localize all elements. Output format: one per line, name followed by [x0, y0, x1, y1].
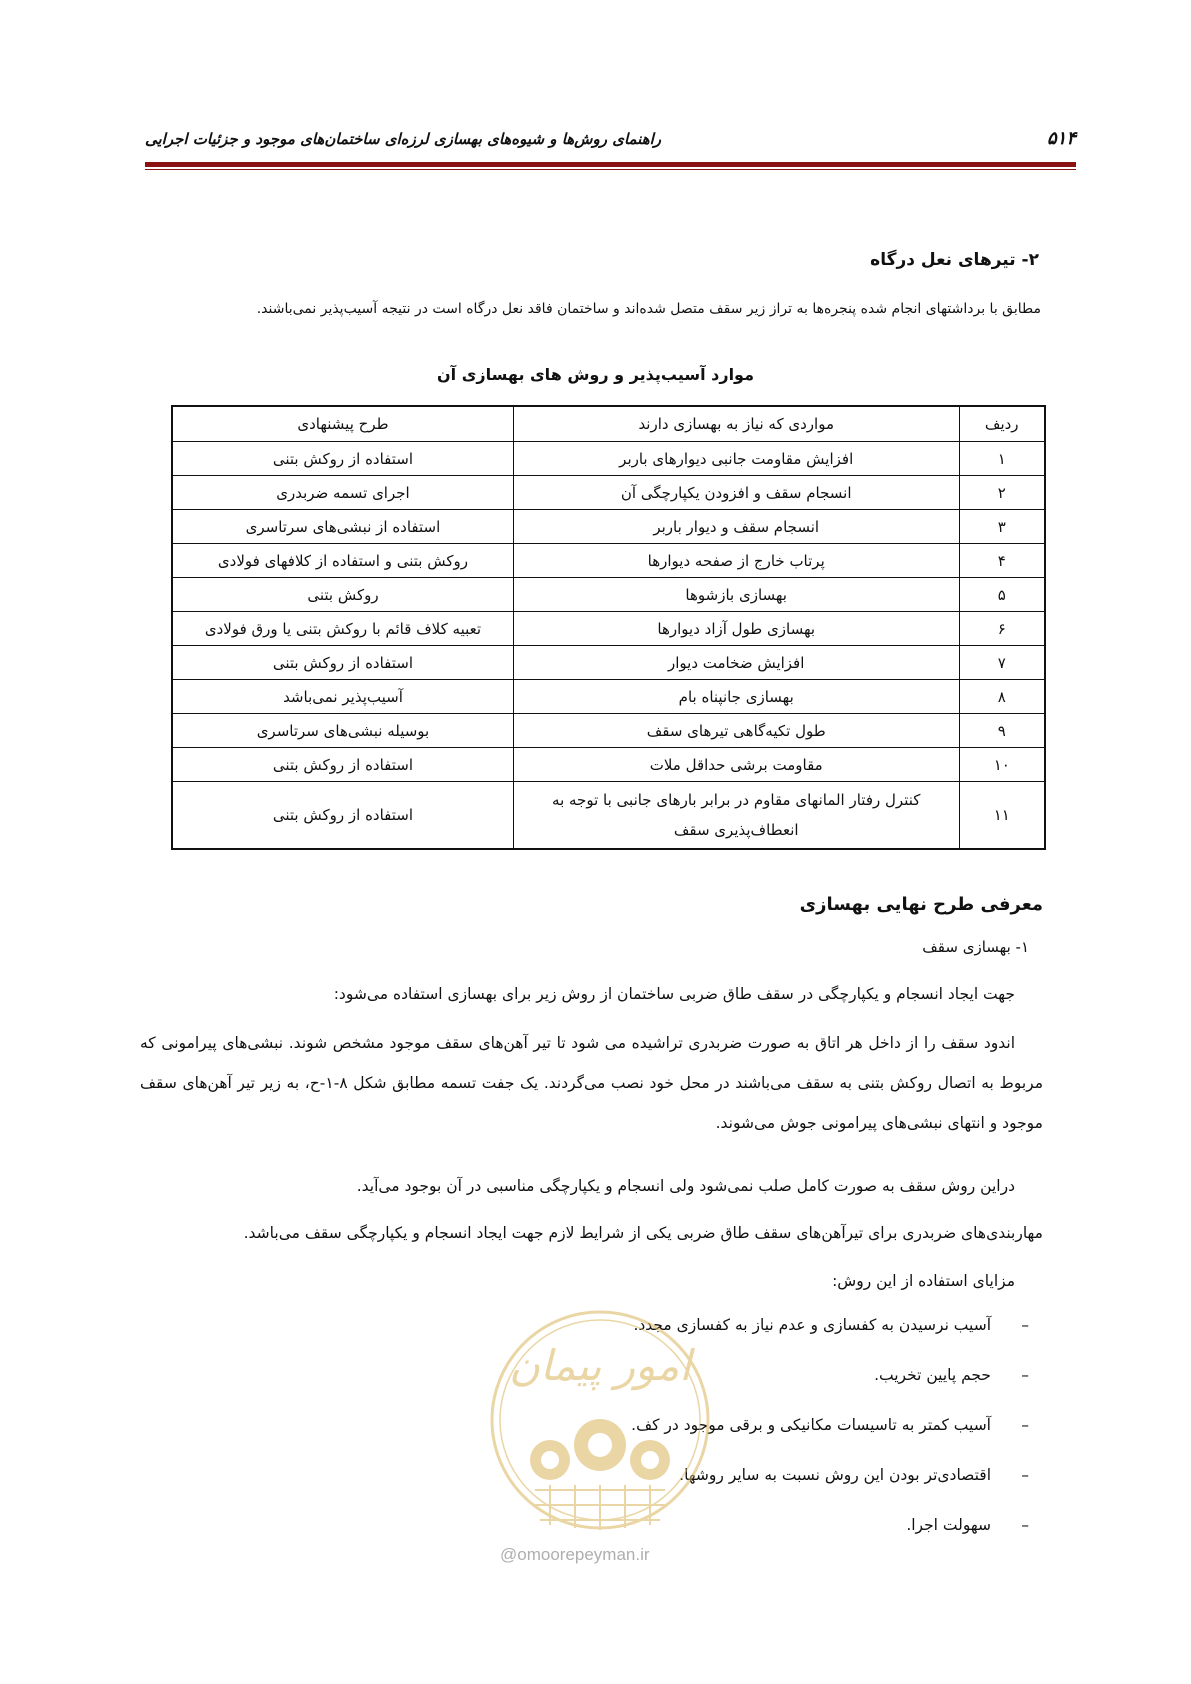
table-header-row — [172, 406, 1045, 442]
header-rule-thin — [145, 169, 1076, 170]
list-item-text: اقتصادی‌تر بودن این روش نسبت به سایر روشها. — [679, 1466, 991, 1484]
header-needs: مواردی که نیاز به بهسازی دارند — [513, 406, 959, 442]
row-need: بهسازی جانپناه بام — [513, 680, 959, 714]
table-row — [172, 782, 1045, 850]
row-number: ۵ — [959, 578, 1045, 612]
row-number: ۴ — [959, 544, 1045, 578]
row-number: ۱۱ — [959, 782, 1045, 850]
paragraph: دراین روش سقف به صورت کامل صلب نمی‌شود ولی انسجام و یکپارچگی مناسبی در آن بوجود می‌آید. — [356, 1177, 1015, 1195]
row-plan: استفاده از نبشی‌های سرتاسری — [172, 510, 513, 544]
table-row — [172, 646, 1045, 680]
paragraph: مهاربندی‌های ضربدری برای تیرآهن‌های سقف طاق ضربی یکی از شرایط لازم جهت ایجاد انسجام و یکپارچگی سقف می‌باشد. — [243, 1224, 1043, 1242]
list-item-text: حجم پایین تخریب. — [874, 1366, 991, 1384]
row-need: انسجام سقف و افزودن یکپارچگی آن — [513, 476, 959, 510]
table-row — [172, 510, 1045, 544]
row-number: ۸ — [959, 680, 1045, 714]
page-number: ۵۱۴ — [1046, 128, 1076, 149]
row-plan: بوسیله نبشی‌های سرتاسری — [172, 714, 513, 748]
row-plan: روکش بتنی و استفاده از کلافهای فولادی — [172, 544, 513, 578]
watermark-url: @omoorepeyman.ir — [500, 1545, 650, 1564]
row-plan: استفاده از روکش بتنی — [172, 646, 513, 680]
bullet-dash: – — [1021, 1516, 1029, 1534]
row-need: بهسازی بازشوها — [513, 578, 959, 612]
table-row — [172, 544, 1045, 578]
vulnerability-table — [171, 405, 1046, 850]
row-need: انسجام سقف و دیوار باربر — [513, 510, 959, 544]
paragraph: جهت ایجاد انسجام و یکپارچگی در سقف طاق ضربی ساختمان از روش زیر برای بهسازی استفاده می‌شود: — [333, 985, 1015, 1003]
row-number: ۳ — [959, 510, 1045, 544]
row-need: طول تکیه‌گاهی تیرهای سقف — [513, 714, 959, 748]
table-row — [172, 442, 1045, 476]
row-number: ۱۰ — [959, 748, 1045, 782]
row-plan: آسیب‌پذیر نمی‌باشد — [172, 680, 513, 714]
watermark-brand-text: امور پیمان — [509, 1341, 691, 1390]
row-plan: استفاده از روکش بتنی — [172, 748, 513, 782]
table-row — [172, 578, 1045, 612]
row-number: ۶ — [959, 612, 1045, 646]
row-number: ۲ — [959, 476, 1045, 510]
row-number: ۹ — [959, 714, 1045, 748]
row-plan: اجرای تسمه ضربدری — [172, 476, 513, 510]
final-design-heading: معرفی طرح نهایی بهسازی — [799, 894, 1043, 915]
header-row-number: ردیف — [959, 406, 1045, 442]
row-need: مقاومت برشی حداقل ملات — [513, 748, 959, 782]
paragraph: اندود سقف را از داخل هر اتاق به صورت ضربدری تراشیده می شود تا تیر آهن‌های سقف موجود مشخص شوند. نبشی‌های پیرامونی که مربوط به اتصال روکش بتنی به سقف می‌باشند در محل خود نصب می‌گردند. یک جفت تسمه مطابق شکل ۸-۱-ح، به زیر تیر آهن‌های سقف موجود و انتهای نبشی‌های پیرامونی جوش می‌شوند. — [140, 1034, 1044, 1132]
list-item-text: آسیب کمتر به تاسیسات مکانیکی و برقی موجود در کف. — [631, 1416, 991, 1434]
row-number: ۷ — [959, 646, 1045, 680]
paragraph: مزایای استفاده از این روش: — [832, 1272, 1015, 1290]
running-header — [145, 128, 1076, 158]
section-paragraph: مطابق با برداشتهای انجام شده پنجره‌ها به تراز زیر سقف متصل شده‌اند و ساختمان فاقد نعل درگاه است در نتیجه آسیب‌پذیر نمی‌باشند. — [256, 301, 1041, 317]
running-header-title: راهنمای روش‌ها و شیوه‌های بهسازی لرزه‌ای ساختمان‌های موجود و جزئیات اجرایی — [145, 130, 662, 148]
section-heading: ۲- تیرهای نعل درگاه — [870, 250, 1039, 270]
table-row — [172, 612, 1045, 646]
row-plan: استفاده از روکش بتنی — [172, 782, 513, 850]
row-plan: روکش بتنی — [172, 578, 513, 612]
header-rule-thick — [145, 162, 1076, 167]
row-need: افزایش مقاومت جانبی دیوارهای باربر — [513, 442, 959, 476]
row-need: پرتاب خارج از صفحه دیوارها — [513, 544, 959, 578]
sub-item-roof-retrofit: ۱- بهسازی سقف — [922, 938, 1029, 956]
header-plan: طرح پیشنهادی — [172, 406, 513, 442]
table-row — [172, 680, 1045, 714]
row-plan: استفاده از روکش بتنی — [172, 442, 513, 476]
bullet-dash: – — [1021, 1366, 1029, 1384]
bullet-dash: – — [1021, 1416, 1029, 1434]
row-plan: تعبیه کلاف قائم با روکش بتنی یا ورق فولادی — [172, 612, 513, 646]
list-item-text: سهولت اجرا. — [906, 1516, 991, 1534]
table-row — [172, 714, 1045, 748]
row-number: ۱ — [959, 442, 1045, 476]
row-need: بهسازی طول آزاد دیوارها — [513, 612, 959, 646]
row-need: کنترل رفتار المانهای مقاوم در برابر بارهای جانبی با توجه به انعطاف‌پذیری سقف — [513, 782, 959, 850]
table-caption: موارد آسیب‌پذیر و روش های بهسازی آن — [437, 365, 754, 384]
bullet-dash: – — [1021, 1466, 1029, 1484]
table-row — [172, 748, 1045, 782]
list-item-text: آسیب نرسیدن به کفسازی و عدم نیاز به کفسازی مجدد. — [633, 1316, 991, 1334]
table-row — [172, 476, 1045, 510]
row-need: افزایش ضخامت دیوار — [513, 646, 959, 680]
bullet-dash: – — [1021, 1316, 1029, 1334]
